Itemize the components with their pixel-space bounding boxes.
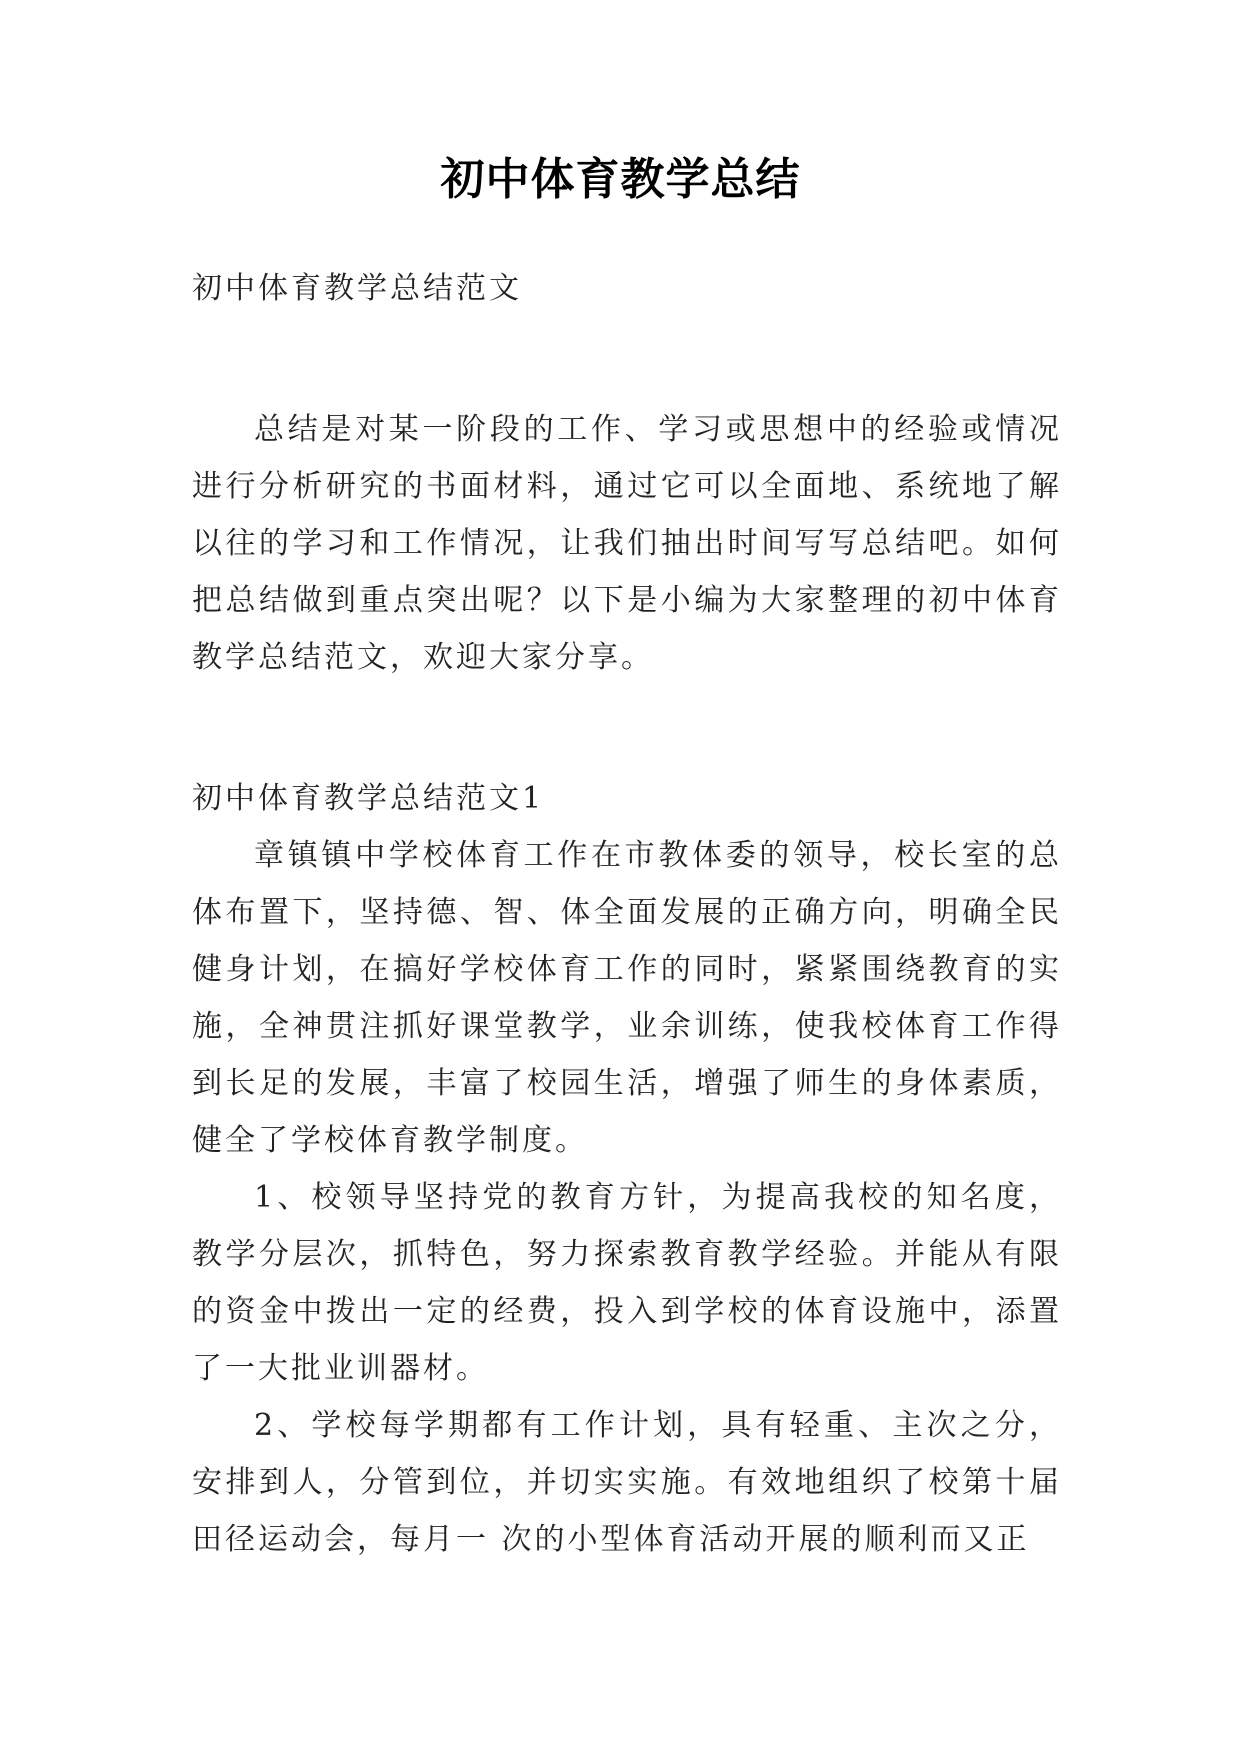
document-subtitle: 初中体育教学总结范文 — [192, 271, 522, 306]
body-paragraph: 2、学校每学期都有工作计划，具有轻重、主次之分，安排到人，分管到位，并切实实施。有效地组织了校第十届田径运动会，每月一 次的小型体育活动开展的顺利而又正 — [192, 1408, 1062, 1557]
intro-paragraph: 总结是对某一阶段的工作、学习或思想中的经验或情况进行分析研究的书面材料，通过它可以全面地、系统地了解以往的学习和工作情况，让我们抽出时间写写总结吧。如何把总结做到重点突出呢？以下是小编为大家整理的初中体育教学总结范文，欢迎大家分享。 — [192, 412, 1062, 675]
spacer — [192, 317, 1062, 401]
body-paragraph: 1、校领导坚持党的教育方针，为提高我校的知名度，教学分层次，抓特色，努力探索教育教学经验。并能从有限的资金中拨出一定的经费，投入到学校的体育设施中，添置了一大批业训器材。 — [192, 1180, 1062, 1386]
section-heading: 初中体育教学总结范文1 — [192, 781, 545, 816]
document-body — [192, 260, 1062, 1568]
document-title: 初中体育教学总结 — [440, 154, 801, 205]
body-paragraph: 章镇镇中学校体育工作在市教体委的领导，校长室的总体布置下，坚持德、智、体全面发展的正确方向，明确全民健身计划，在搞好学校体育工作的同时，紧紧围绕教育的实施，全神贯注抓好课堂教学，业余训练，使我校体育工作得到长足的发展，丰富了校园生活，增强了师生的身体素质，健全了学校体育教学制度。 — [192, 838, 1062, 1158]
spacer — [192, 686, 1062, 770]
